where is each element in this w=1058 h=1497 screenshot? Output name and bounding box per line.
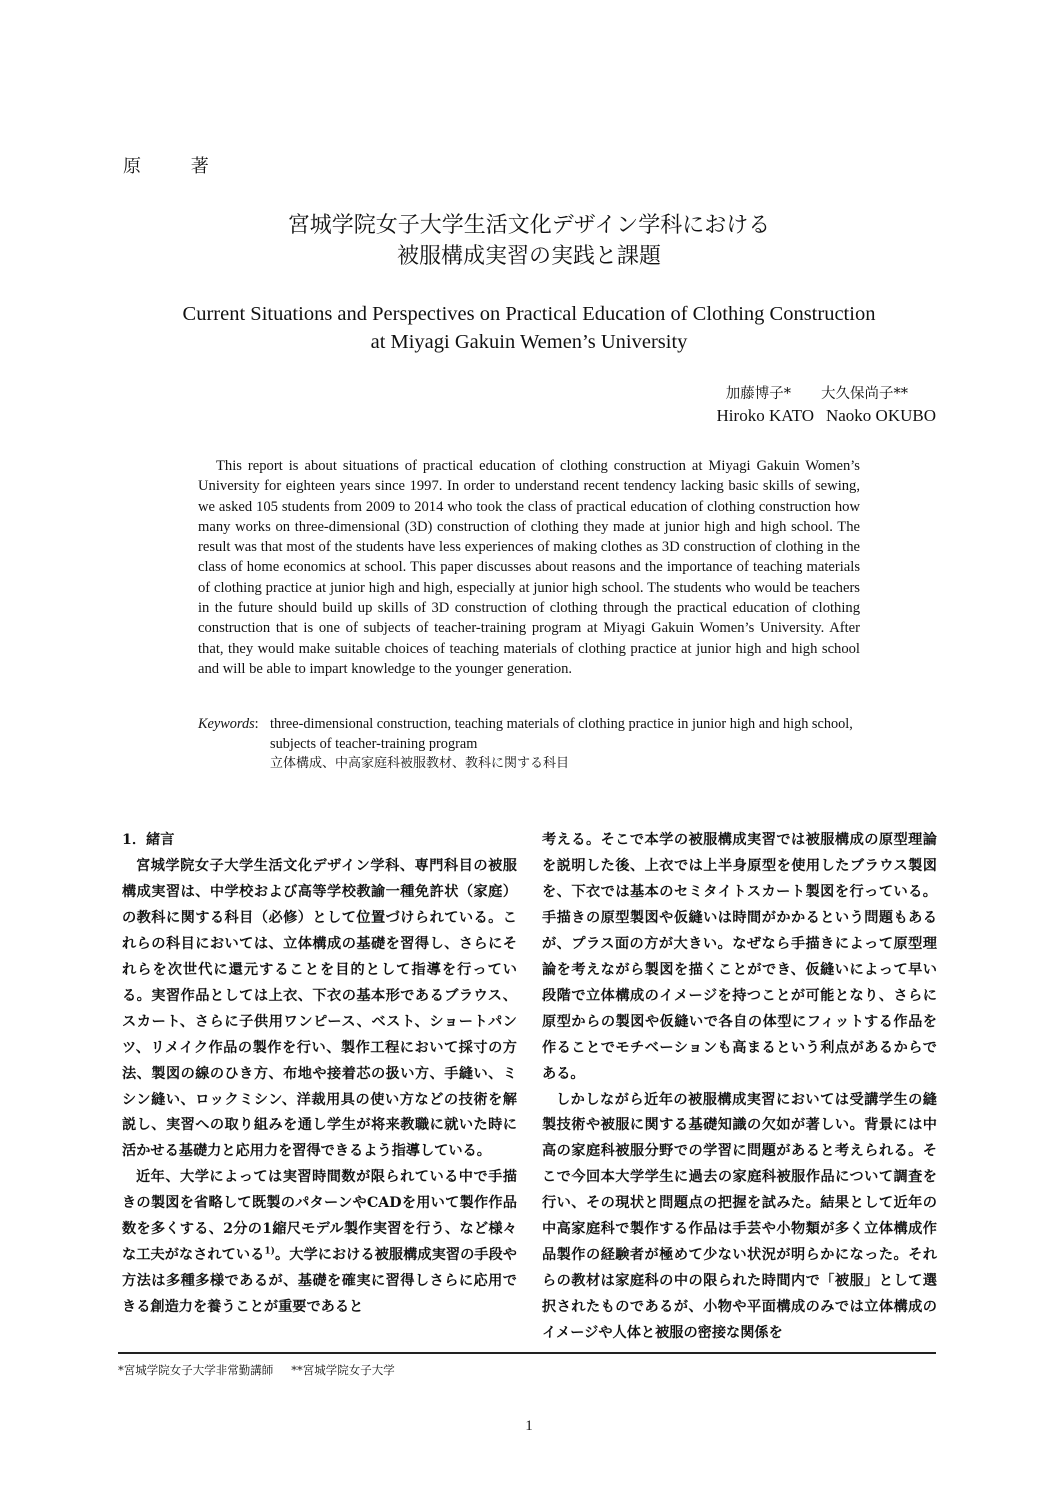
- abstract: [198, 456, 860, 679]
- english-title-line-2: at Miyagi Gakuin Wemen’s University: [370, 331, 688, 353]
- section-heading: 1．緒言: [122, 832, 175, 848]
- body-column-right: [542, 828, 937, 1347]
- author-1-japanese: 加藤博子*: [725, 386, 791, 402]
- keywords-colon: :: [254, 716, 259, 732]
- author-2-english: Naoko OKUBO: [825, 406, 936, 425]
- page-number: 1: [525, 1418, 533, 1434]
- body-paragraph: しかしながら近年の被服構成実習においては受講学生の縫製技術や被服に関する基礎知識の欠如が著しい。背景には中高の家庭科被服分野での学習に問題があると考えられる。そこで今回本大学学生に過去の家庭科被服作品について調査を行い、その現状と問題点の把握を試みた。結果として近年の中高家庭科で製作する作品は手芸や小物類が多く立体構成作品製作の経験者が極めて少ない状況が明らかになった。それらの教材は家庭科の中の限られた時間内で「被服」として選択されたものであるが、小物や平面構成のみでは立体構成のイメージや人体と被服の密接な関係を: [542, 1091, 937, 1342]
- japanese-title-line-1: 宮城学院女子大学生活文化デザイン学科における: [287, 213, 771, 238]
- authors-japanese: [726, 382, 908, 403]
- body-paragraph-part: 。大学における被服構成実習の手段や方法は多種多様であるが、基礎を確実に習得しさらに応用できる創造力を養うことが重要であると: [122, 1247, 517, 1316]
- citation-superscript: 1): [264, 1246, 275, 1257]
- keywords-block: [198, 715, 860, 774]
- footnote-affiliation-2: **宮城学院女子大学: [291, 1363, 395, 1377]
- body-paragraph: 宮城学院女子大学生活文化デザイン学科、専門科目の被服構成実習は、中学校および高等学校教諭一種免許状（家庭）の教科に関する科目（必修）として位置づけられている。これらの科目においては、立体構成の基礎を習得し、さらにそれらを次世代に還元することを目的として指導を行っている。実習作品としては上衣、下衣の基本形であるブラウス、スカート、さらに子供用ワンピース、ベスト、ショートパンツ、リメイク作品の製作を行い、製作工程において採寸の方法、製図の線のひき方、布地や接着芯の扱い方、手縫い、ミシン縫い、ロックミシン、洋裁用具の使い方などの技術を解説し、実習への取り組みを通し学生が将来教職に就いた時に活かせる基礎力と応用力を習得できるよう指導している。: [122, 857, 517, 1160]
- abstract-text: This report is about situations of practical education of clothing construction at Miyagi Gakuin Women’s University for eighteen years since 1997. In order to understand recent tendency lacking basic skills of sewing, we asked 105 students from 2009 to 2014 who took the class of practical education of clothing construction how many works on three-dimensional (3D) construction of clothing they made at junior high and high school. The result was that most of the students have less experiences of making clothes as 3D construction of clothing in the class of home economics at school. This paper discusses about reasons and the importance of teaching materials of clothing practice at junior high and high, especially at junior high school. The students who would be teachers in the future should build up skills of 3D construction of clothing through the practical education of clothing construction that is one of subjects of teacher-training program at Miyagi Gakuin Women’s University. After that, they would make suitable choices of teaching materials of clothing practice at junior high and high school and will be able to impart knowledge to the younger generation.: [198, 458, 860, 677]
- english-title: [0, 300, 1058, 356]
- english-title-line-1: Current Situations and Perspectives on Practical Education of Clothing Construction: [182, 303, 876, 325]
- footnote-affiliation-1: *宮城学院女子大学非常勤講師: [118, 1363, 274, 1377]
- body-paragraph: 考える。そこで本学の被服構成実習では被服構成の原型理論を説明した後、上衣では上半身原型を使用したブラウス製図を、下衣では基本のセミタイトスカート製図を行っている。手描きの原型製図や仮縫いは時間がかかるという問題もあるが、プラス面の方が大きい。なぜなら手描きによって原型理論を考えながら製図を描くことができ、仮縫いによって早い段階で立体構成のイメージを持つことが可能となり、さらに原型からの製図や仮縫いで各自の体型にフィットする作品を作ることでモチベーションも高まるという利点があるからである。: [542, 832, 937, 1082]
- authors-english: [717, 406, 936, 426]
- keywords-english: three-dimensional construction, teaching materials of clothing practice in junior high and high school, subjects of teacher-training program: [270, 716, 853, 752]
- footnote-divider: [118, 1352, 936, 1354]
- keywords-label: Keywords: [198, 716, 255, 732]
- body-paragraph-part: 近年、大学によっては実習時間数が限られている中で手描きの製図を省略して既製のパターンやCADを用いて製作作品数を多くする、2分の1縮尺モデル製作実習を行う、など様々な工夫がなされている: [122, 1169, 517, 1264]
- author-1-english: Hiroko KATO: [716, 406, 814, 425]
- body-column-left: [122, 828, 517, 1321]
- keywords-japanese: 立体構成、中高家庭科被服教材、教科に関する科目: [270, 756, 570, 771]
- author-2-japanese: 大久保尚子**: [821, 386, 908, 402]
- japanese-title: [0, 210, 1058, 272]
- japanese-title-line-2: 被服構成実習の実践と課題: [396, 244, 661, 269]
- article-category: 原 著: [123, 156, 231, 177]
- footnote: [118, 1362, 395, 1378]
- body-paragraph: [122, 1165, 517, 1321]
